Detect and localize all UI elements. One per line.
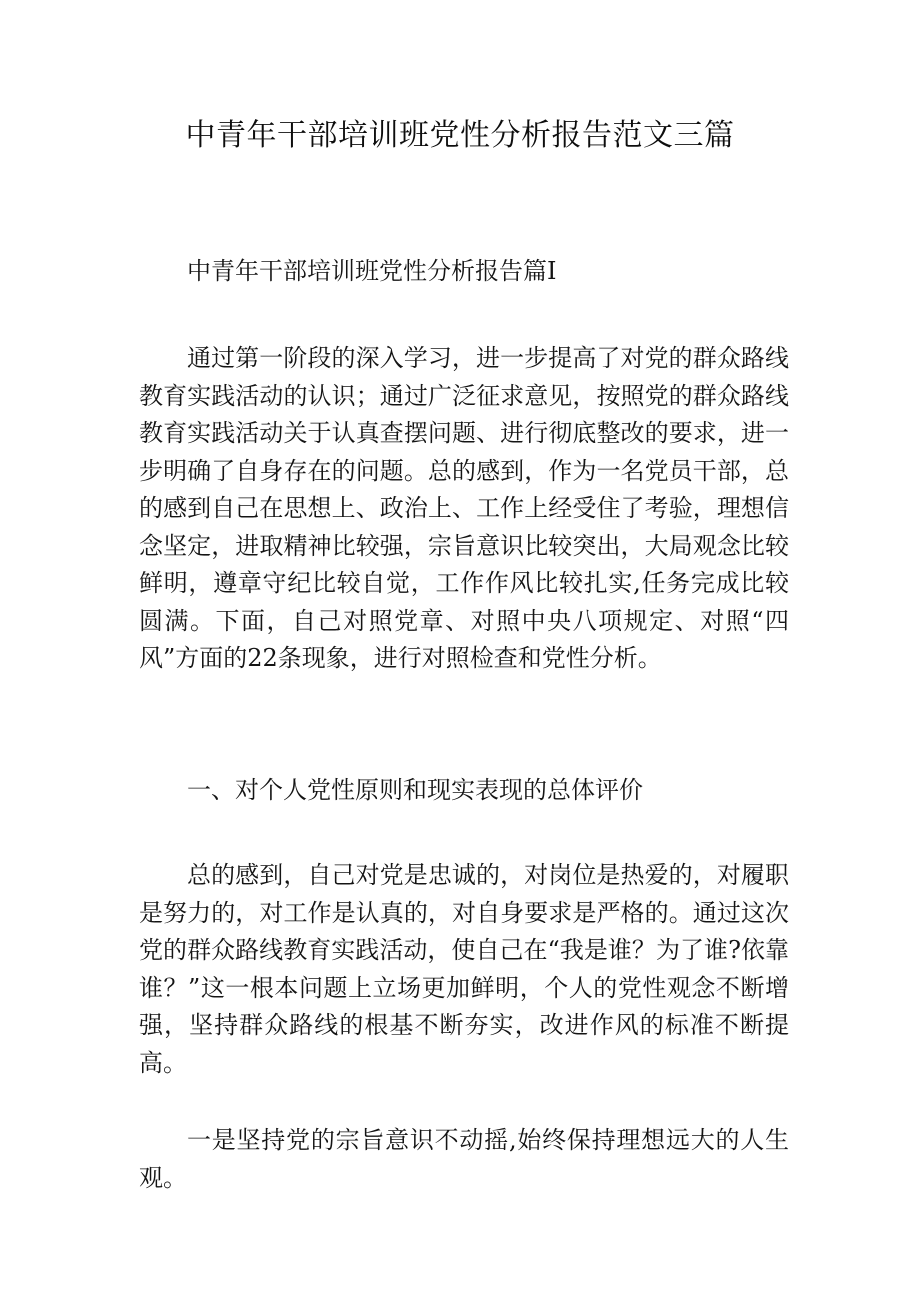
section-subheading: 中青年干部培训班党性分析报告篇Ⅰ — [187, 257, 557, 285]
paragraph-intro: 通过第一阶段的深入学习，进一步提高了对党的群众路线教育实践活动的认识；通过广泛征求意见，按照党的群众路线教育实践活动关于认真查摆问题、进行彻底整改的要求，进一步明确了自身存在的问题。总的感到，作为一名党员干部，总的感到自己在思想上、政治上、工作上经受住了考验，理想信念坚定，进取精神比较强，宗旨意识比较突出，大局观念比较鲜明，遵章守纪比较自觉，工作作风比较扎实,任务完成比较圆满。下面，自己对照党章、对照中央八项规定、对照“四风”方面的22条现象，进行对照检查和党性分析。 — [139, 344, 789, 672]
section-heading-overall-evaluation: 一、对个人党性原则和现实表现的总体评价 — [187, 776, 643, 804]
paragraph-overall-evaluation: 总的感到，自己对党是忠诚的，对岗位是热爱的，对履职是努力的，对工作是认真的，对自身要求是严格的。通过这次党的群众路线教育实践活动，使自己在“我是谁？为了谁?依靠谁？”这一根本问题上立场更加鲜明，个人的党性观念不断增强，坚持群众路线的根基不断夯实，改进作风的标准不断提高。 — [139, 861, 789, 1077]
paragraph-point-one: 一是坚持党的宗旨意识不动摇,始终保持理想远大的人生观。 — [139, 1126, 789, 1192]
document-title: 中青年干部培训班党性分析报告范文三篇 — [185, 118, 735, 153]
